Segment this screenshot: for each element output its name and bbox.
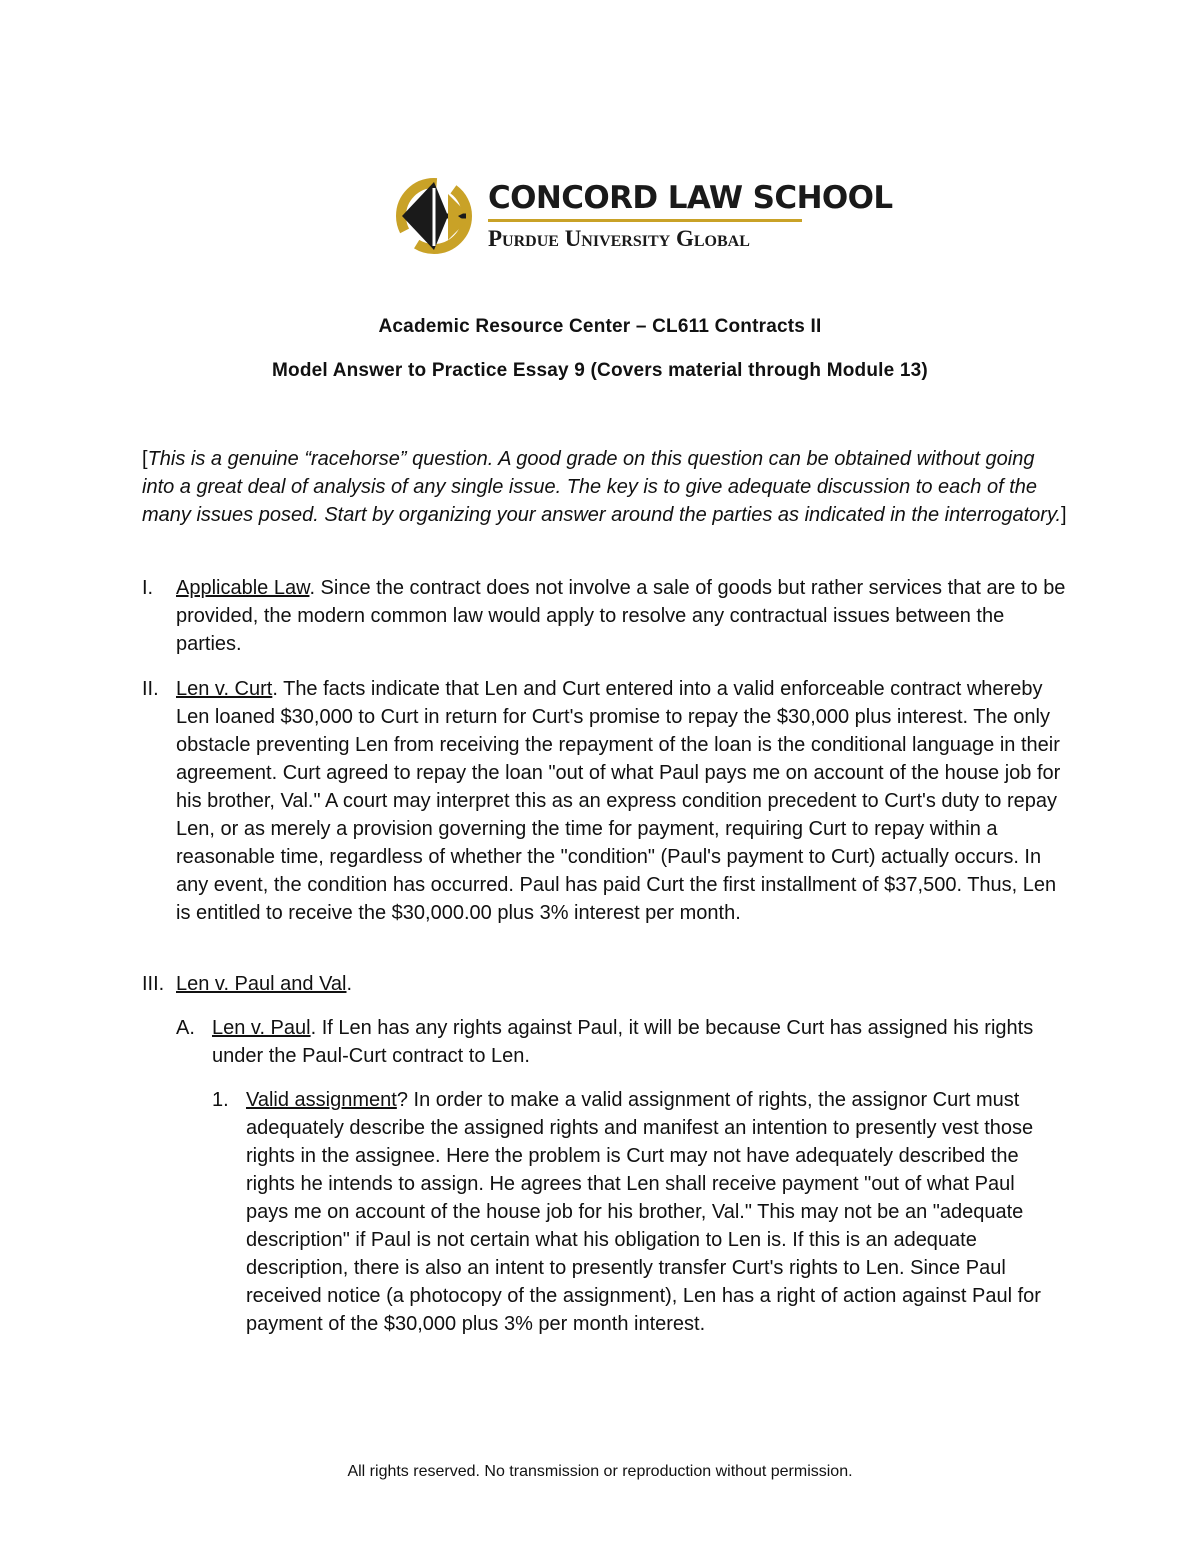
item-body: ? In order to make a valid assignment of rights, the assignor Curt must adequately describe the assigned rights and manifest an intention to presently vest those rights in the assignee. Here the problem is Curt may not have adequately described the rights he intends to assign. He agrees that Len shall receive payment "out of what Paul pays me on account of the house job for his brother, Val." This may not be an "adequate description" if Paul is not certain what his obligation to Len is. If this is an adequate description, there is also an intent to presently transfer Curt's rights to Len. Since Paul received notice (a photocopy of the assignment), Len has a right of action against Paul for payment of the $30,000 plus 3% per month interest. <box>246 1089 1041 1335</box>
subsection-len-v-paul <box>212 1014 1062 1070</box>
section-body: . The facts indicate that Len and Curt entered into a valid enforceable contract whereby Len loaned $30,000 to Curt in return for Curt's promise to repay the $30,000 plus interest. The only obstacle preventing Len from receiving the repayment of the loan is the conditional language in their agreement. Curt agreed to repay the loan "out of what Paul pays me on account of the house job for his brother, Val." A court may interpret this as an express condition precedent to Curt's duty to repay Len, or as merely a provision governing the time for payment, requiring Curt to repay within a reasonable time, regardless of whether the "condition" (Paul's payment to Curt) actually occurs. In any event, the condition has occurred. Paul has paid Curt the first installment of $37,500. Thus, Len is entitled to receive the $30,000.00 plus 3% interest per month. <box>176 678 1061 924</box>
logo-divider <box>488 219 802 222</box>
globe-arrow-icon <box>396 176 476 256</box>
item-valid-assignment <box>246 1086 1061 1338</box>
section-body: . Since the contract does not involve a sale of goods but rather services that are to be provided, the modern common law would apply to resolve any contractual issues between the parties. <box>176 577 1066 655</box>
intro-text: This is a genuine “racehorse” question. A good grade on this question can be obtained without going into a great deal of analysis of any single issue. The key is to give adequate discussion to each of the many issues posed. Start by organizing your answer around the parties as indicated in the interrogatory. <box>142 448 1062 526</box>
intro-note <box>142 445 1072 529</box>
logo-university-name: Purdue University Global <box>488 226 750 251</box>
subsection-heading: Len v. Paul <box>212 1017 311 1039</box>
school-logo <box>396 176 893 256</box>
section-number: III. <box>142 973 165 995</box>
section-number: I. <box>142 577 154 599</box>
section-heading: Len v. Paul and Val <box>176 973 347 995</box>
intro-open-bracket: [ <box>142 448 148 470</box>
section-applicable-law <box>176 574 1066 658</box>
item-heading: Valid assignment <box>246 1089 397 1111</box>
subsection-body: . If Len has any rights against Paul, it will be because Curt has assigned his rights under the Paul-Curt contract to Len. <box>212 1017 1034 1067</box>
section-heading: Applicable Law <box>176 577 310 599</box>
item-number: 1. <box>212 1089 229 1111</box>
footer-copyright: All rights reserved. No transmission or reproduction without permission. <box>347 1463 853 1480</box>
intro-close-bracket: ] <box>1061 504 1067 526</box>
section-number: II. <box>142 678 159 700</box>
logo-school-name: CONCORD LAW SCHOOL <box>488 180 893 216</box>
section-len-v-curt <box>176 675 1066 927</box>
subsection-letter: A. <box>176 1017 195 1039</box>
document-subtitle: Model Answer to Practice Essay 9 (Covers material through Module 13) <box>272 360 928 381</box>
section-heading: Len v. Curt <box>176 678 273 700</box>
section-body: . <box>346 973 353 995</box>
document-title: Academic Resource Center – CL611 Contracts II <box>378 316 822 337</box>
section-len-v-paul-and-val <box>176 970 1066 998</box>
